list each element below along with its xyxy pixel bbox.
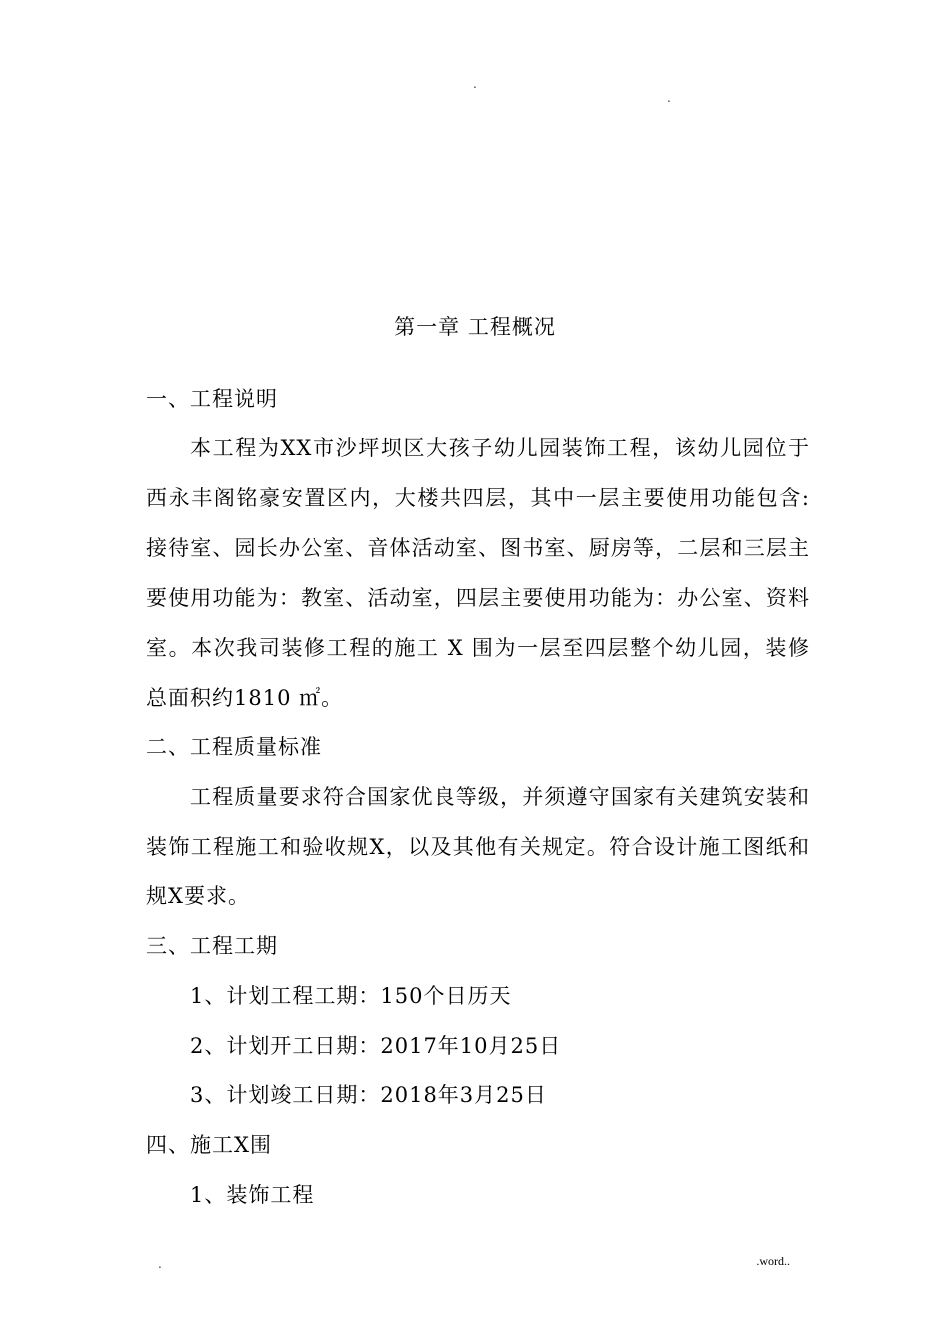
paragraph-1-line-2: 西永丰阁铭豪安置区内，大楼共四层，其中一层主要使用功能包含:: [146, 486, 810, 510]
paragraph-1-line-6: 总面积约1810 ㎡。: [146, 686, 344, 710]
paragraph-1-line-1: 本工程为XX市沙坪坝区大孩子幼儿园装饰工程，该幼儿园位于: [190, 436, 810, 460]
paragraph-1-line-5: 室。本次我司装修工程的施工 X 围为一层至四层整个幼儿园，装修: [146, 636, 810, 660]
schedule-item-2: 2、计划开工日期：2017年10月25日: [190, 1034, 562, 1058]
header-dot-left: .: [473, 77, 477, 91]
footer-word-label: .word..: [756, 1254, 790, 1268]
paragraph-2-line-3: 规X要求。: [146, 884, 250, 908]
section-2-heading: 二、工程质量标准: [146, 735, 322, 759]
section-3-heading: 三、工程工期: [146, 934, 278, 958]
section-1-heading: 一、工程说明: [146, 387, 278, 411]
scope-item-1: 1、装饰工程: [190, 1183, 315, 1207]
paragraph-2-line-2: 装饰工程施工和验收规X，以及其他有关规定。符合设计施工图纸和: [146, 835, 810, 859]
section-4-heading: 四、施工X围: [146, 1133, 272, 1157]
paragraph-2-line-1: 工程质量要求符合国家优良等级，并须遵守国家有关建筑安装和: [190, 785, 810, 809]
schedule-item-1: 1、计划工程工期：150个日历天: [190, 984, 512, 1008]
schedule-item-3: 3、计划竣工日期：2018年3月25日: [190, 1083, 547, 1107]
paragraph-1-line-4: 要使用功能为：教室、活动室，四层主要使用功能为：办公室、资料: [146, 586, 810, 610]
chapter-title: 第一章 工程概况: [394, 315, 556, 339]
header-dot-right: .: [667, 91, 671, 105]
paragraph-1-line-3: 接待室、园长办公室、音体活动室、图书室、厨房等，二层和三层主: [146, 536, 810, 560]
footer-dot-left: .: [158, 1257, 162, 1271]
